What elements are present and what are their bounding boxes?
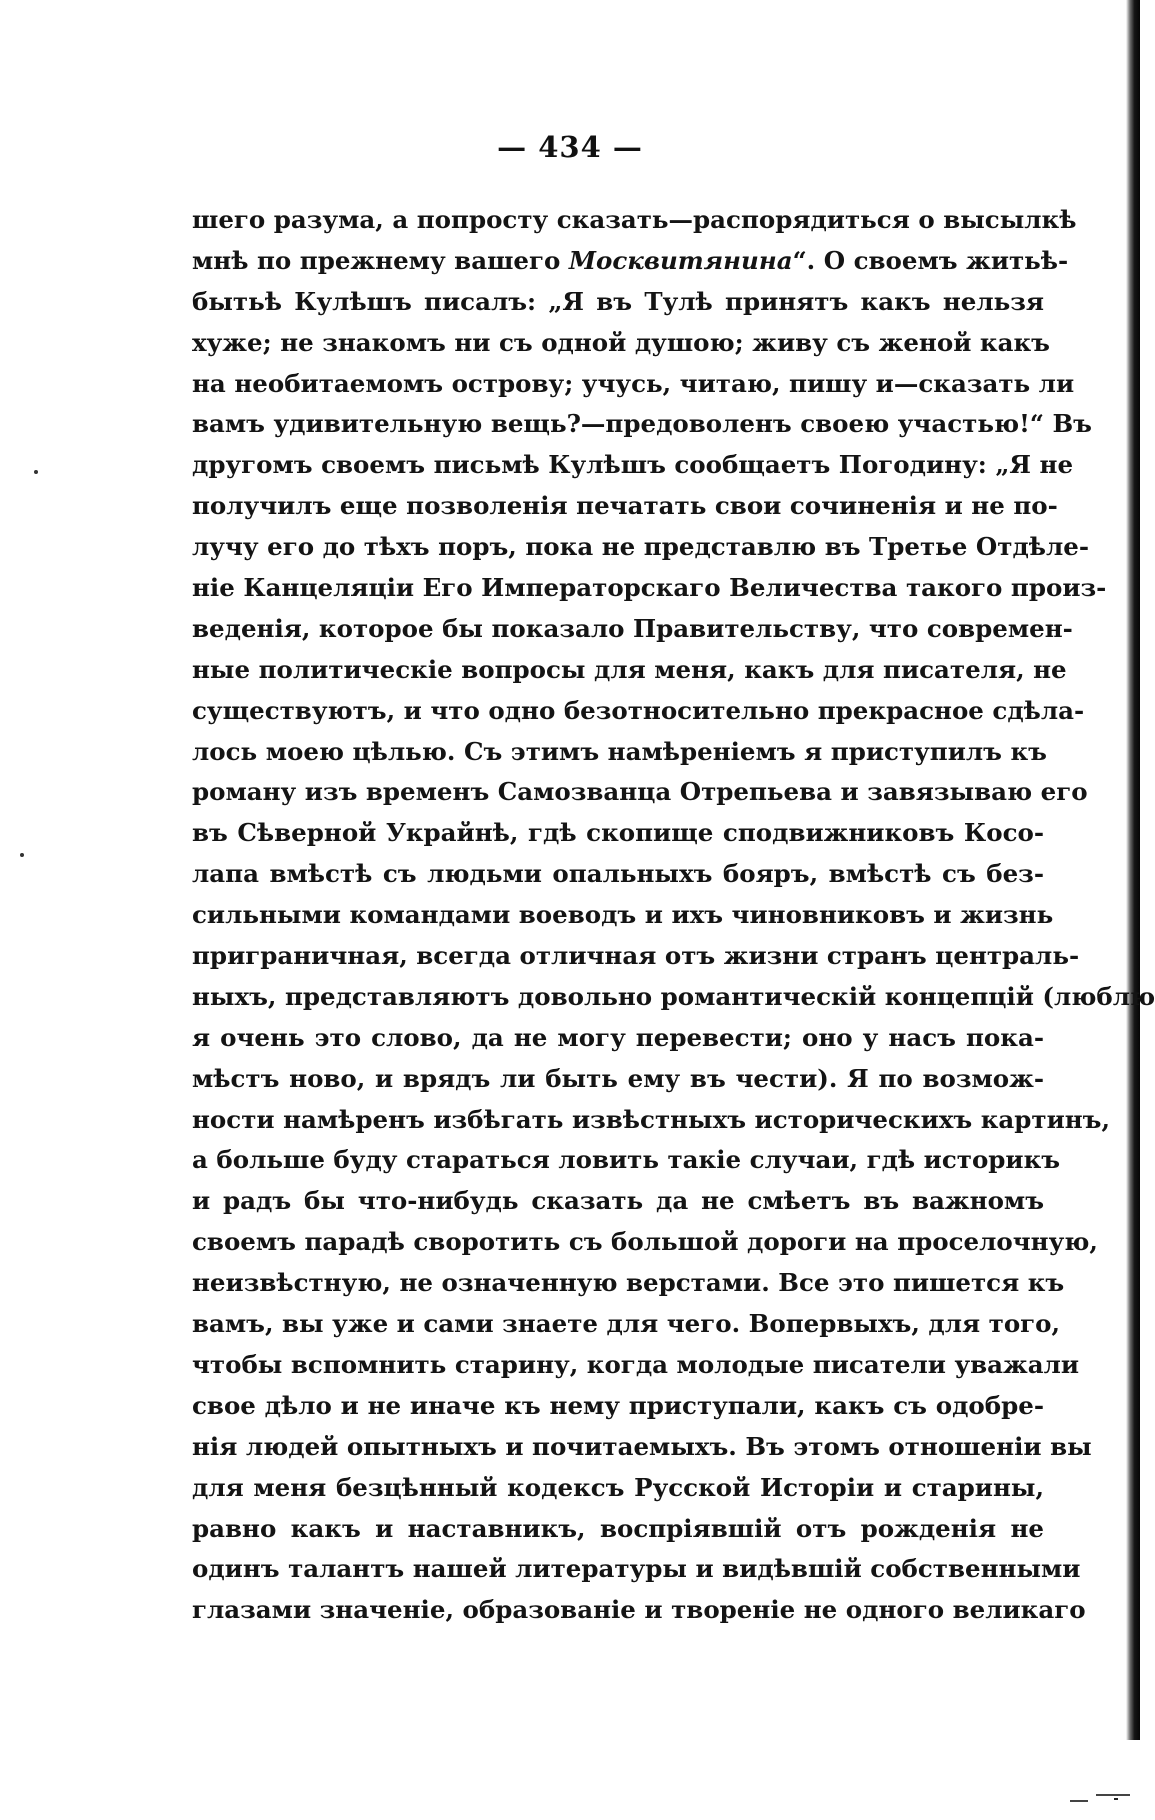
text-line-segment: глазами значеніе, образованіе и твореніе не одного великаго	[192, 1595, 1086, 1625]
text-line	[192, 936, 1080, 977]
text-line-segment: равно какъ и наставникъ, воспріявшій отъ рожденія не	[192, 1513, 1044, 1543]
text-line-segment: лапа вмѣстѣ съ людьми опальныхъ бояръ, вмѣстѣ съ без-	[192, 859, 1044, 889]
margin-speck	[34, 470, 38, 474]
text-line-segment: и радъ бы что-нибудь сказать да не смѣетъ въ важномъ	[192, 1186, 1044, 1216]
text-line	[192, 1345, 1080, 1386]
text-line-segment: вамъ, вы уже и сами знаете для чего. Вопервыхъ, для того,	[192, 1309, 1061, 1339]
body-text	[192, 200, 1155, 1631]
margin-speck	[20, 853, 24, 857]
text-line	[192, 1427, 1092, 1468]
text-line-segment: мнѣ по прежнему вашего	[192, 245, 569, 275]
text-line-segment: своемъ парадѣ своротить съ большой дороги на проселочную,	[192, 1227, 1098, 1257]
text-line	[192, 486, 1058, 527]
text-line	[192, 364, 1075, 405]
text-line	[192, 1059, 1044, 1100]
text-line	[192, 200, 1077, 241]
text-line	[192, 854, 1044, 895]
text-line-segment: ныхъ, представляютъ довольно романтическій концепцій (люблю	[192, 981, 1155, 1011]
text-line-segment: веденія, которое бы показало Правительству, что современ-	[192, 613, 1073, 643]
page-number: — 434 —	[497, 130, 643, 164]
text-line	[192, 1386, 1044, 1427]
text-line	[192, 1590, 1086, 1631]
text-line-segment: а больше буду стараться ловить такіе случаи, гдѣ историкъ	[192, 1145, 1061, 1175]
text-line	[192, 1509, 1044, 1550]
text-line	[192, 1222, 1098, 1263]
text-line	[192, 813, 1044, 854]
text-line	[192, 1549, 1081, 1590]
text-line	[192, 895, 1054, 936]
text-line-segment: ные политическіе вопросы для меня, какъ для писателя, не	[192, 654, 1067, 684]
text-line-segment: вамъ удивительную вещь?—предоволенъ своею участью!“ Въ	[192, 409, 1092, 439]
text-line-segment: хуже; не знакомъ ни съ одной душою; живу съ женой какъ	[192, 327, 1050, 357]
text-line-segment: шего разума, а попросту сказать—распорядиться о высылкѣ	[192, 205, 1077, 234]
text-line-segment: лось моею цѣлью. Съ этимъ намѣреніемъ я приступилъ къ	[192, 736, 1047, 766]
text-line-segment: для меня безцѣнный кодексъ Русской Исторіи и старины,	[192, 1472, 1044, 1502]
text-line	[192, 1304, 1061, 1345]
text-line-segment: мѣстъ ново, и врядъ ли быть ему въ чести). Я по возмож-	[192, 1063, 1044, 1093]
italic-title: Москвитянина	[568, 245, 793, 275]
text-line-segment: нія людей опытныхъ и почитаемыхъ. Въ этомъ отношеніи вы	[192, 1431, 1092, 1461]
text-line-segment: лучу его до тѣхъ поръ, пока не представлю въ Третье Отдѣле-	[192, 532, 1090, 562]
text-line	[192, 404, 1092, 445]
text-line	[192, 568, 1107, 609]
text-line	[192, 241, 1069, 282]
text-line	[192, 732, 1047, 773]
text-line	[192, 445, 1074, 486]
text-line-segment: я очень это слово, да не могу перевести; оно у насъ пока-	[192, 1022, 1044, 1052]
text-line	[192, 609, 1073, 650]
text-line	[192, 323, 1050, 364]
text-line	[192, 1140, 1061, 1181]
text-line	[192, 650, 1067, 691]
text-line-segment: свое дѣло и не иначе къ нему приступали, какъ съ одобре-	[192, 1390, 1044, 1420]
text-line	[192, 691, 1085, 732]
text-line	[192, 1100, 1110, 1141]
text-line-segment: неизвѣстную, не означенную верстами. Все это пишется къ	[192, 1268, 1065, 1298]
text-line	[192, 1468, 1044, 1509]
scan-marks	[1050, 1790, 1140, 1806]
text-line	[192, 772, 1088, 813]
spine-shadow	[1126, 0, 1140, 1740]
text-line	[192, 1263, 1065, 1304]
text-line	[192, 527, 1090, 568]
text-line-segment: въ Сѣверной Украйнѣ, гдѣ скопище сподвижниковъ Косо-	[192, 818, 1044, 848]
text-line-segment: чтобы вспомнить старину, когда молодые писатели уважали	[192, 1349, 1080, 1379]
text-line-segment: существуютъ, и что одно безотносительно прекрасное сдѣла-	[192, 695, 1085, 725]
text-line-segment: другомъ своемъ письмѣ Кулѣшъ сообщаетъ Погодину: „Я не	[192, 450, 1074, 480]
text-line-segment: ности намѣренъ избѣгать извѣстныхъ историческихъ картинъ,	[192, 1104, 1110, 1134]
text-line-segment: роману изъ временъ Самозванца Отрепьева и завязываю его	[192, 777, 1088, 807]
text-line-segment: получилъ еще позволенія печатать свои сочиненія и не по-	[192, 491, 1058, 521]
text-line	[192, 1018, 1044, 1059]
text-line-segment: на необитаемомъ острову; учусь, читаю, пишу и—сказать ли	[192, 368, 1075, 398]
text-line-segment: ніе Канцеляціи Его Императорскаго Величества такого произ-	[192, 573, 1107, 603]
text-line-segment: приграничная, всегда отличная отъ жизни странъ централь-	[192, 941, 1080, 971]
text-line-segment: “. О своемъ житьѣ-	[792, 245, 1069, 275]
text-line-segment: одинъ талантъ нашей литературы и видѣвшій собственными	[192, 1554, 1081, 1584]
text-line	[192, 1181, 1044, 1222]
text-line	[192, 977, 1155, 1018]
text-line-segment: бытьѣ Кулѣшъ писалъ: „Я въ Тулѣ принятъ какъ нельзя	[192, 286, 1044, 316]
text-line	[192, 282, 1044, 323]
text-line-segment: сильными командами воеводъ и ихъ чиновниковъ и жизнь	[192, 900, 1054, 930]
